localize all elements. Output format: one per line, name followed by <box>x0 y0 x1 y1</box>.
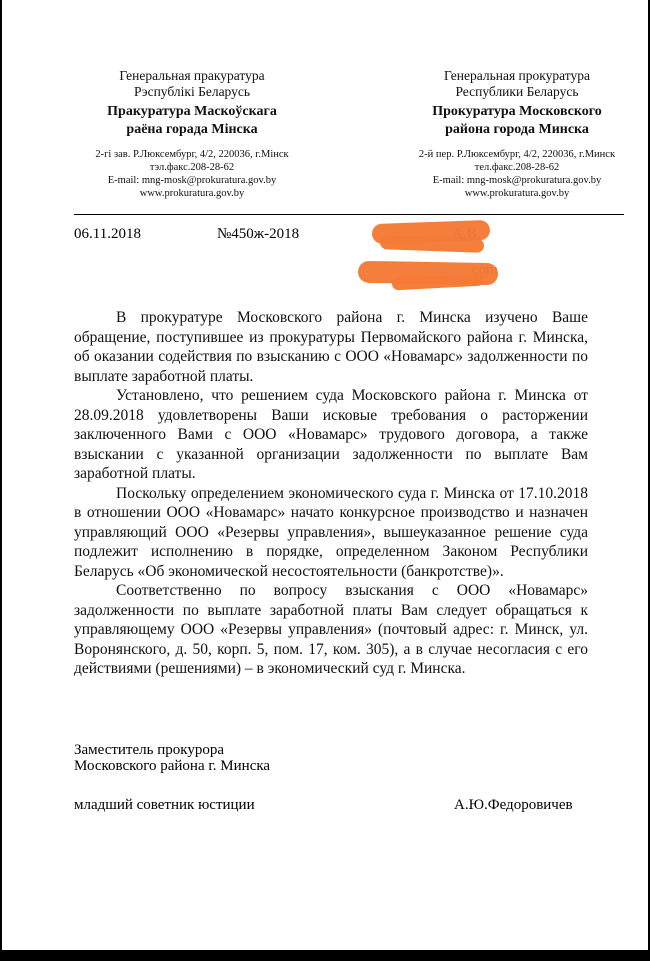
signatory-title <box>74 742 270 774</box>
signatory-title-line-1: Заместитель прокурора <box>74 742 224 758</box>
body-paragraph: В прокуратуре Московского района г. Минска изучено Ваше обращение, поступившее из прокуратуры Первомайского района г. Минска, об оказании содействия по взысканию с ООО «Новамарс» задолженности по выплате заработной платы. <box>74 309 588 385</box>
org-line-2: Республики Беларусь <box>455 84 579 99</box>
office-email: E-mail: mng-mosk@prokuratura.gov.by <box>107 175 277 186</box>
office-website: www.prokuratura.gov.by <box>139 188 245 199</box>
body-paragraph: Поскольку определением экономического суда г. Минска от 17.10.2018 в отношении ООО «Новамарс» начато конкурсное производство и назначен управляющий ООО «Резервы управления», вышеуказанное решение суда подлежит исполнению в порядке, определенном Законом Республики Беларусь «Об экономической несостоятельности (банкротстве)». <box>74 484 588 580</box>
org-line-1: Генеральная прокуратура <box>444 68 590 83</box>
letter-date: 06.11.2018 <box>74 226 141 242</box>
office-phone: тел.факс.208-28-62 <box>474 162 560 173</box>
letter-body <box>74 308 588 679</box>
org-line-2: Рэспублікі Беларусь <box>133 84 251 99</box>
office-website: www.prokuratura.gov.by <box>464 188 570 199</box>
signatory-rank: младший советник юстиции <box>74 797 255 813</box>
office-name-line-2: района города Минска <box>445 122 589 137</box>
redaction-scribble <box>380 235 484 253</box>
office-name-line-2: раёна горада Мінска <box>126 122 258 137</box>
body-paragraph: Установлено, что решением суда Московского района г. Минска от 28.09.2018 удовлетворены Ваши исковые требования о расторжении заключенного Вами с ООО «Новамарс» трудового договора, а также взыскании с указанной организации задолженности по выплате Вам заработной платы. <box>74 387 588 482</box>
office-phone: тэл.факс.208-28-62 <box>149 162 235 173</box>
office-address: 2-й пер. Р.Люксембург, 4/2, 220036, г.Минск <box>418 149 616 160</box>
office-name-line-1: Прокуратура Московского <box>432 104 602 119</box>
office-name-line-1: Пракуратура Маскоўскага <box>107 104 277 119</box>
header-russian <box>402 68 632 200</box>
org-line-1: Генеральная пракуратура <box>119 68 265 83</box>
header-divider <box>74 214 624 215</box>
office-address: 2-гі зав. Р.Люксембург, 4/2, 220036, г.Мінск <box>95 149 289 160</box>
body-paragraph: Соответственно по вопросу взыскания с ООО «Новамарс» задолженности по выплате заработной платы Вам следует обращаться к управляющему ООО «Резервы управления» (почтовый адрес: г. Минск, ул. Воронянского, д. 50, корп. 5, пом. 17, ком. 305), а в случае несогласия с его действиями (решениями) – в экономический суд г. Минска. <box>74 582 588 677</box>
signatory-title-line-2: Московского района г. Минска <box>74 758 271 774</box>
office-email: E-mail: mng-mosk@prokuratura.gov.by <box>432 175 602 186</box>
signatory-name: А.Ю.Федоровичев <box>454 797 573 813</box>
letter-page <box>2 0 648 950</box>
registration-number: №450ж-2018 <box>217 226 300 242</box>
header-belarusian <box>84 68 300 200</box>
